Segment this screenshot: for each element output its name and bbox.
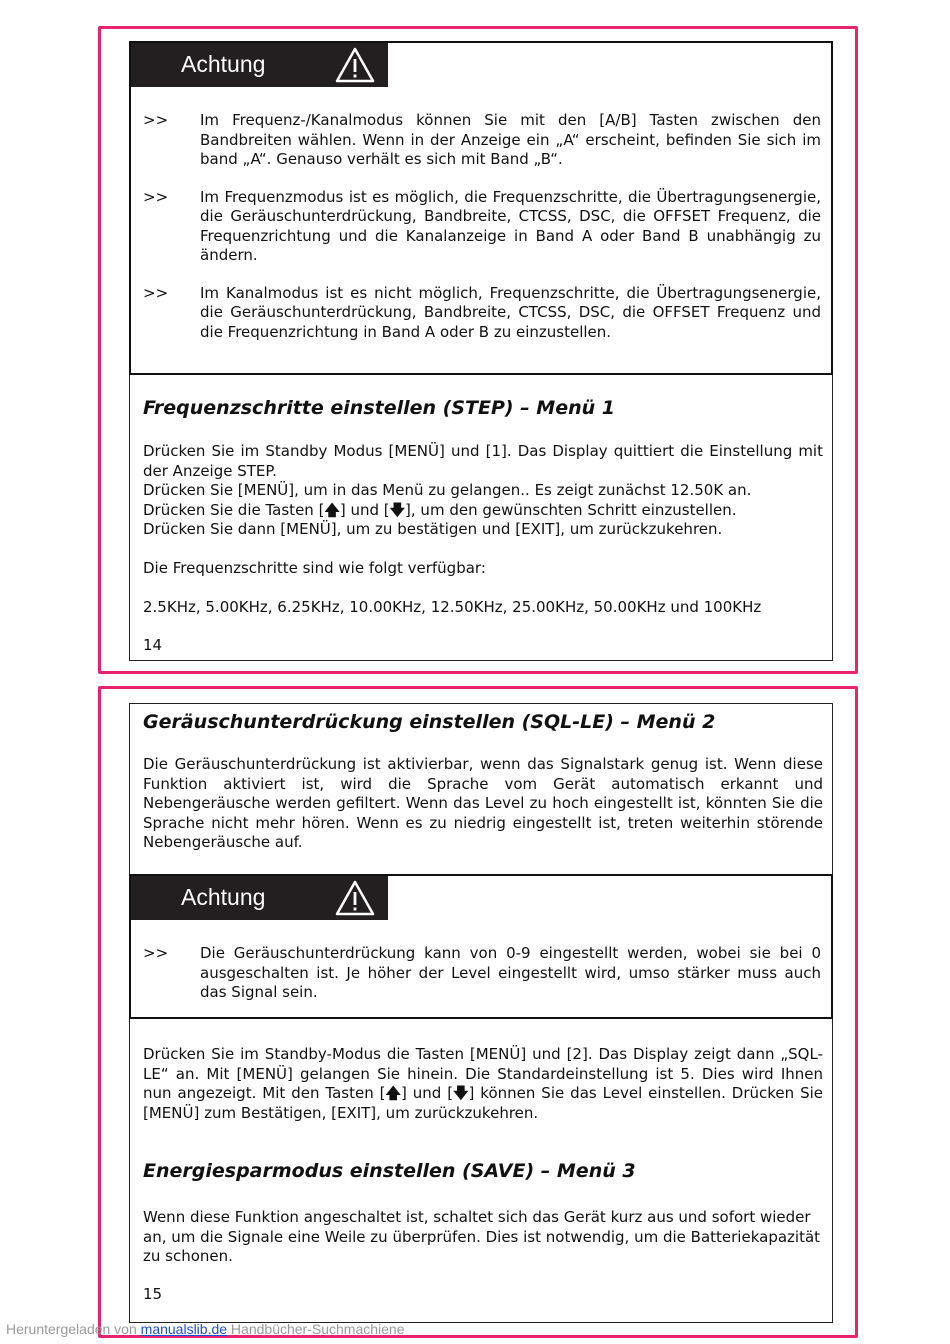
warning-list [143, 944, 821, 1021]
list-item [143, 188, 821, 266]
bullet-mark: >> [143, 283, 169, 302]
warning-list [143, 111, 821, 360]
step-instructions [143, 442, 823, 540]
down-arrow-icon: 🡇 [389, 500, 406, 519]
step-para-4: Drücken Sie dann [MENÜ], um zu bestätigen und [EXIT], um zurückzukehren. [143, 520, 723, 538]
bullet-mark: >> [143, 111, 169, 129]
section-heading-step: Frequenzschritte einstellen (STEP) – Menü 1 [143, 397, 615, 419]
section-heading-sql: Geräuschunterdrückung einstellen (SQL-LE) – Menü 2 [143, 711, 716, 733]
warning-box [129, 874, 833, 1019]
list-item [143, 284, 821, 343]
up-arrow-icon: 🡅 [324, 500, 340, 519]
step-para-3: Drücken Sie die Tasten [🡅] und [🡇], um den gewünschten Schritt einzustellen. [143, 500, 737, 519]
bullet-mark: >> [143, 944, 169, 962]
list-item [143, 944, 821, 1003]
list-item [143, 111, 821, 170]
step-para-2: Drücken Sie [MENÜ], um in das Menü zu gelangen.. Es zeigt zunächst 12.50K an. [143, 481, 752, 499]
warning-header [131, 876, 388, 920]
manualslib-link[interactable]: manualslib.de [140, 1321, 228, 1337]
warning-title: Achtung [181, 51, 266, 77]
bullet-text: Im Frequenzmodus ist es möglich, die Frequenzschritte, die Übertragungsenergie, die Geräuschunterdrückung, Bandbreite, CTCSS, DSC, die OFFSET Frequenz, die Frequenzrichtung und die Kanalanzeige in Band A oder Band B unabhängig zu ändern. [200, 187, 821, 264]
section-heading-save: Energiesparmodus einstellen (SAVE) – Menü 3 [143, 1160, 636, 1182]
warning-header [131, 43, 388, 87]
step-para-1: Drücken Sie im Standby Modus [MENÜ] und [1]. Das Display quittiert die Einstellung mit der Anzeige STEP. [143, 442, 823, 480]
download-footer: Heruntergeladen von manualslib.de Handbücher-Suchmachiene [6, 1321, 405, 1337]
warning-title: Achtung [181, 884, 266, 910]
page-number: 15 [143, 1285, 163, 1303]
save-text: Wenn diese Funktion angeschaltet ist, schaltet sich das Gerät kurz aus und sofort wieder an, um die Signale eine Weile zu überprüfen. Dies ist notwendig, um die Batteriekapazität zu schonen. [143, 1208, 821, 1265]
steps-list: 2.5KHz, 5.00KHz, 6.25KHz, 10.00KHz, 12.50KHz, 25.00KHz, 50.00KHz und 100KHz [143, 598, 762, 616]
bullet-text: Im Kanalmodus ist es nicht möglich, Frequenzschritte, die Übertragungsenergie, die Geräuschunterdrückung, Bandbreite, CTCSS, DSC, die OFFSET Frequenz und die Frequenzrichtung in Band A oder B zu einzustellen. [200, 283, 821, 341]
sql-intro: Die Geräuschunterdrückung ist aktivierbar, wenn das Signalstark genug ist. Wenn diese Funktion aktiviert ist, wird die Sprache vom Gerät automatisch erkannt und Nebengeräusche werden gefiltert. Wenn das Level zu hoch eingestellt ist, könnten Sie die Sprache nicht mehr hören. Wenn es zu niedrig eingestellt ist, treten weiterhin störende Nebengeräusche auf. [143, 755, 823, 851]
sql-instructions: Drücken Sie im Standby-Modus die Tasten [MENÜ] und [2]. Das Display zeigt dann „SQL-LE“ an. Mit [MENÜ] gelangen Sie hinein. Die Standardeinstellung ist 5. Dies wird Ihnen nun angezeigt. Mit den Tasten [🡅] und [🡇] können Sie das Level einstellen. Drücken Sie [MENÜ] zum Bestätigen, [EXIT], um zurückzukehren. [143, 1045, 823, 1122]
page-14 [98, 26, 858, 674]
warning-triangle-icon [335, 879, 375, 917]
up-arrow-icon: 🡅 [385, 1084, 401, 1102]
bullet-mark: >> [143, 187, 169, 206]
bullet-text: Im Frequenz-/Kanalmodus können Sie mit den [A/B] Tasten zwischen den Bandbreiten wählen. Wenn in der Anzeige ein „A“ erscheint, befinden Sie sich im band „A“. Genauso verhält es sich mit Band „B“. [200, 111, 821, 168]
warning-box [129, 41, 833, 375]
page-number: 14 [143, 636, 163, 654]
steps-available-label: Die Frequenzschritte sind wie folgt verfügbar: [143, 559, 486, 577]
bullet-text: Die Geräuschunterdrückung kann von 0-9 eingestellt werden, wobei sie bei 0 ausgeschalten ist. Je höher der Level eingestellt wird, umso stärker muss auch das Signal sein. [200, 944, 821, 1001]
down-arrow-icon: 🡇 [453, 1084, 469, 1102]
warning-triangle-icon [335, 46, 375, 84]
page-15 [98, 686, 858, 1338]
